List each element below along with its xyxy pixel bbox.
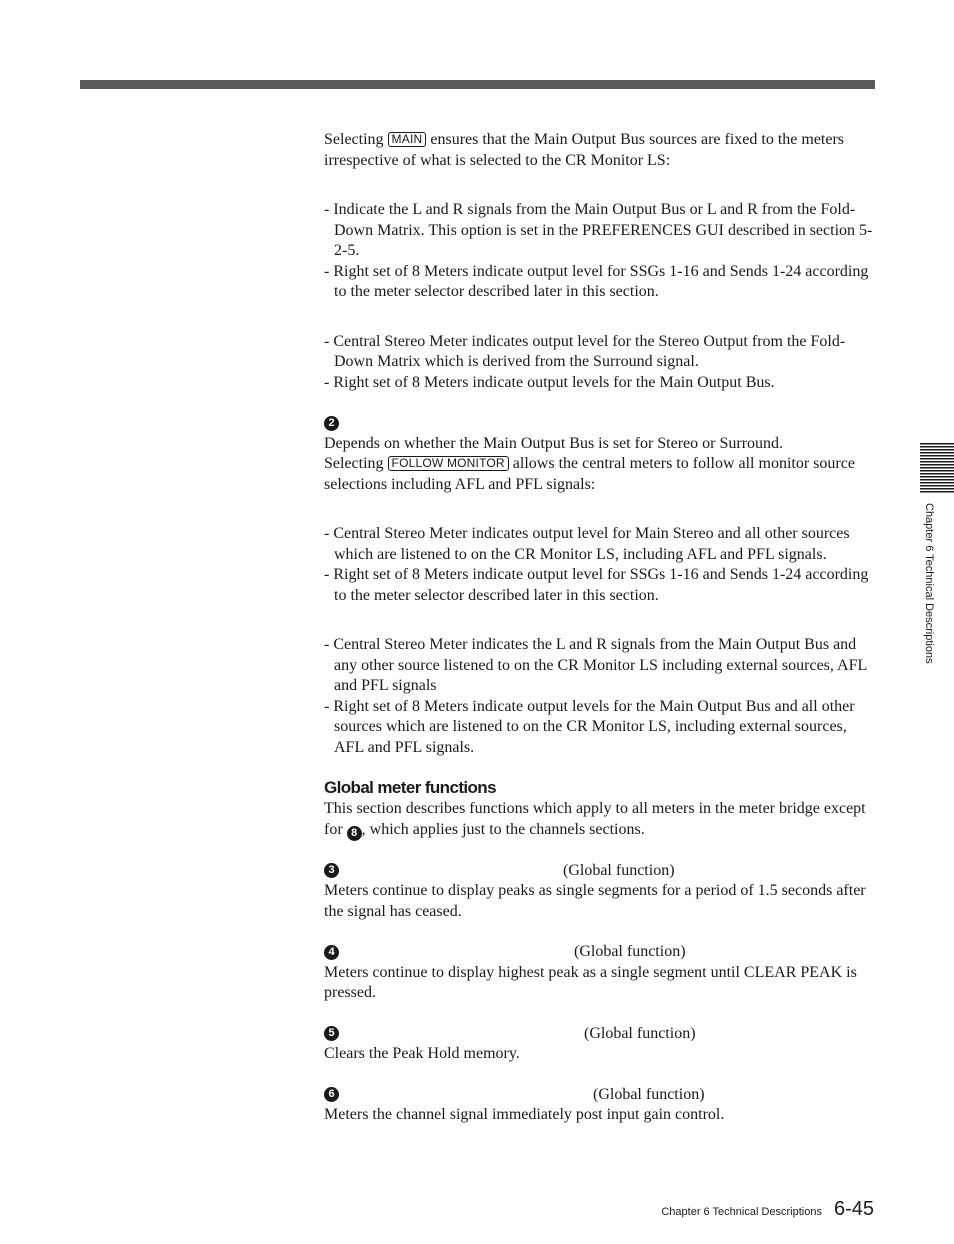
- function-description: Meters continue to display highest peak as a single segment until CLEAR PEAK is pressed.: [324, 963, 857, 1001]
- intro-paragraph: [324, 130, 876, 171]
- function-description: Meters continue to display peaks as single segments for a period of 1.5 seconds after the signal has ceased.: [324, 882, 866, 920]
- number-4-icon: 4: [324, 945, 339, 960]
- follow-line1: Depends on whether the Main Output Bus is set for Stereo or Surround.: [324, 434, 784, 452]
- follow-monitor-number: [324, 413, 876, 434]
- list-item: - Central Stereo Meter indicates output level for the Stereo Output from the Fold-Down Matrix which is derived from the Surround signal.: [324, 332, 846, 370]
- list-item: - Central Stereo Meter indicates the L and R signals from the Main Output Bus and any other source listened to on the CR Monitor LS including external sources, AFL and PFL signals: [324, 636, 867, 694]
- follow-monitor-key-label: FOLLOW MONITOR: [388, 456, 509, 471]
- function-tag: (Global function): [593, 1085, 705, 1103]
- list-item: - Right set of 8 Meters indicate output levels for the Main Output Bus and all other sources which are listened to on the CR Monitor LS, including external sources, AFL and PFL signals.: [324, 697, 855, 756]
- number-5-icon: 5: [324, 1026, 339, 1041]
- function-list: [324, 841, 876, 1126]
- side-chapter-label: Chapter 6 Technical Descriptions: [923, 503, 935, 664]
- page-footer: [661, 1198, 874, 1221]
- function-title-line: [324, 861, 876, 882]
- function-title-line: [324, 942, 876, 963]
- list-item: - Indicate the L and R signals from the Main Output Bus or L and R from the Fold-Down Matrix. This option is set in the PREFERENCES GUI described in section 5-2-5.: [324, 201, 873, 259]
- number-2-icon: 2: [324, 416, 339, 431]
- list-item: - Right set of 8 Meters indicate output levels for the Main Output Bus.: [324, 373, 775, 391]
- main-key-label: MAIN: [388, 132, 427, 147]
- number-3-icon: 3: [324, 863, 339, 878]
- chapter-thumb-tab: [920, 443, 954, 493]
- function-title-line: [324, 1085, 876, 1106]
- function-tag: (Global function): [563, 861, 675, 879]
- page-number: 6-45: [833, 1198, 874, 1220]
- intro-text-before: Selecting: [324, 131, 388, 148]
- list-item: - Right set of 8 Meters indicate output level for SSGs 1-16 and Sends 1-24 according to the meter selector described later in this section.: [324, 566, 869, 604]
- page-body: [324, 130, 876, 1126]
- function-tag: (Global function): [574, 943, 686, 960]
- list-item: - Central Stereo Meter indicates output level for Main Stereo and all other sources which are listened to on the CR Monitor LS, including AFL and PFL signals.: [324, 525, 850, 563]
- list-item: - Right set of 8 Meters indicate output level for SSGs 1-16 and Sends 1-24 according to the meter selector described later in this section.: [324, 262, 869, 300]
- function-tag: (Global function): [584, 1024, 696, 1042]
- footer-chapter: Chapter 6 Technical Descriptions: [661, 1206, 822, 1218]
- intro-text-after: ensures that the Main Output Bus sources are fixed to the meters irrespective of what is selected to the CR Monitor LS:: [324, 131, 845, 169]
- header-rule: [80, 80, 875, 89]
- follow-text-before: Selecting: [324, 455, 388, 472]
- number-8-icon: 8: [347, 826, 362, 841]
- global-description: [324, 799, 876, 841]
- function-description: Clears the Peak Hold memory.: [324, 1045, 520, 1062]
- function-description: Meters the channel signal immediately post input gain control.: [324, 1106, 725, 1123]
- global-desc-after: , which applies just to the channels sections.: [361, 820, 645, 838]
- number-6-icon: 6: [324, 1087, 339, 1102]
- follow-paragraph: [324, 454, 876, 495]
- global-desc-before: This section describes functions which apply to all meters in the meter bridge except for: [324, 800, 866, 838]
- follow-text-after: allows the central meters to follow all monitor source selections including AFL and PFL signals:: [324, 455, 855, 493]
- section-heading: Global meter functions: [324, 778, 496, 797]
- function-title-line: [324, 1024, 876, 1045]
